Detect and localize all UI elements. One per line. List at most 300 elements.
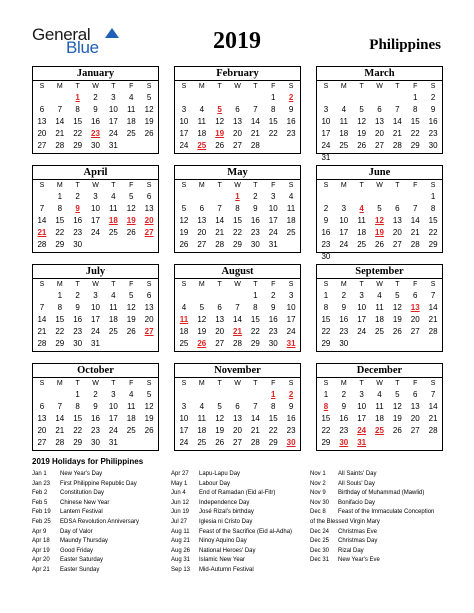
holiday-day-cell: 26 xyxy=(197,339,207,348)
holidays-title: 2019 Holidays for Philippines xyxy=(32,457,144,466)
week-row xyxy=(317,389,442,401)
holiday-name: Easter Saturday xyxy=(60,557,104,564)
holiday-day-cell: 11 xyxy=(179,315,189,324)
day-cell: 25 xyxy=(286,228,296,237)
holiday-name: All Souls' Day xyxy=(338,480,375,487)
day-cell: 28 xyxy=(55,141,65,150)
day-cell: 8 xyxy=(430,204,436,213)
day-cell xyxy=(193,191,211,203)
day-cell: 16 xyxy=(339,315,349,324)
holiday-day-cell: 19 xyxy=(375,228,384,237)
day-cell: 13 xyxy=(37,414,47,423)
day-cell xyxy=(246,449,264,461)
weekday-label: F xyxy=(271,380,276,387)
holiday-item xyxy=(171,499,292,509)
weekday-header xyxy=(33,280,158,290)
day-cell: 15 xyxy=(55,315,65,324)
holiday-name: Birthday of Muhammad (Mawlid) xyxy=(338,490,425,497)
day-cell: 30 xyxy=(73,240,83,249)
day-cell: 17 xyxy=(179,129,189,138)
weekday-label: S xyxy=(430,182,436,189)
month-july xyxy=(32,264,159,352)
holiday-name: Ninoy Aquino Day xyxy=(199,538,247,545)
week-row xyxy=(175,191,300,203)
day-cell: 9 xyxy=(288,105,294,114)
day-cell: 2 xyxy=(75,291,80,300)
day-cell xyxy=(388,350,406,362)
day-cell xyxy=(246,350,264,362)
day-cell xyxy=(353,152,371,164)
weekday-label: S xyxy=(39,83,45,90)
day-cell xyxy=(335,152,353,164)
day-cell xyxy=(264,449,282,461)
day-cell: 8 xyxy=(75,402,80,411)
weekday-label: T xyxy=(111,182,116,189)
day-cell xyxy=(229,350,247,362)
day-cell: 14 xyxy=(55,117,65,126)
holiday-item xyxy=(171,528,292,538)
holiday-date: Dec 30 xyxy=(310,547,330,554)
day-cell: 13 xyxy=(144,204,154,213)
weekday-header xyxy=(33,181,158,191)
day-cell: 26 xyxy=(179,240,189,249)
day-cell: 4 xyxy=(377,390,382,399)
week-row xyxy=(33,401,158,413)
week-row xyxy=(317,425,442,437)
day-cell: 30 xyxy=(250,240,260,249)
weekday-label: S xyxy=(39,380,45,387)
day-cell: 23 xyxy=(286,129,296,138)
holiday-date: Jan 1 xyxy=(32,471,47,477)
holiday-name: First Philippine Republic Day xyxy=(60,480,137,487)
day-cell xyxy=(175,191,193,203)
weekday-label: T xyxy=(395,83,400,90)
weekday-label: T xyxy=(359,380,364,387)
holiday-day-cell: 30 xyxy=(286,438,296,447)
day-cell xyxy=(424,251,442,263)
day-cell: 22 xyxy=(250,327,260,336)
day-cell: 7 xyxy=(57,105,63,114)
day-cell xyxy=(229,389,247,401)
day-cell xyxy=(140,239,158,251)
weekday-label: S xyxy=(323,182,329,189)
day-cell: 9 xyxy=(75,303,80,312)
holiday-name: New Year's Eve xyxy=(338,557,380,564)
day-cell xyxy=(140,350,158,362)
day-cell: 3 xyxy=(288,291,294,300)
day-cell: 28 xyxy=(215,240,225,249)
day-cell: 27 xyxy=(197,240,207,249)
holiday-date: Apr 18 xyxy=(32,538,50,545)
day-cell: 6 xyxy=(39,105,45,114)
day-cell: 16 xyxy=(268,315,278,324)
day-cell xyxy=(122,140,140,152)
weekday-label: T xyxy=(395,281,400,288)
day-cell: 3 xyxy=(341,204,347,213)
month-january xyxy=(32,66,159,154)
day-cell: 6 xyxy=(146,192,152,201)
day-cell: 11 xyxy=(197,117,206,126)
holiday-name: Maundy Thursday xyxy=(60,538,108,545)
day-cell: 28 xyxy=(250,438,260,447)
day-cell: 2 xyxy=(323,204,329,213)
day-cell: 18 xyxy=(179,327,189,336)
weekday-label: M xyxy=(198,281,205,288)
day-cell: 20 xyxy=(233,426,242,435)
week-row xyxy=(175,140,300,152)
day-cell: 15 xyxy=(73,117,83,126)
day-cell: 23 xyxy=(339,426,349,435)
day-cell: 24 xyxy=(357,327,367,336)
weekday-label: F xyxy=(271,281,276,288)
day-cell xyxy=(175,152,193,164)
week-row xyxy=(33,350,158,362)
day-cell: 20 xyxy=(144,315,154,324)
day-cell: 12 xyxy=(215,117,225,126)
week-row xyxy=(317,437,442,449)
holiday-date: Jan 23 xyxy=(32,480,51,487)
day-cell: 18 xyxy=(357,228,367,237)
holiday-item xyxy=(32,547,139,557)
day-cell: 7 xyxy=(430,390,436,399)
day-cell xyxy=(246,251,264,263)
month-title: August xyxy=(175,265,300,279)
week-row xyxy=(317,449,442,461)
week-row xyxy=(33,437,158,449)
weekday-label: W xyxy=(234,83,241,90)
day-cell: 11 xyxy=(286,204,296,213)
day-cell xyxy=(229,251,247,263)
day-cell: 7 xyxy=(57,402,63,411)
day-cell: 22 xyxy=(55,327,65,336)
day-cell: 27 xyxy=(37,141,47,150)
day-cell: 29 xyxy=(428,240,438,249)
day-cell: 18 xyxy=(126,117,136,126)
day-cell xyxy=(353,449,371,461)
holiday-date: Feb 2 xyxy=(32,490,48,497)
day-cell: 29 xyxy=(321,339,331,348)
day-cell xyxy=(33,350,51,362)
day-cell: 14 xyxy=(410,216,420,225)
holiday-item xyxy=(32,480,139,490)
day-cell xyxy=(69,251,87,263)
day-cell: 22 xyxy=(73,426,83,435)
day-cell: 26 xyxy=(375,240,384,249)
day-cell: 25 xyxy=(126,426,136,435)
holiday-item xyxy=(310,489,434,499)
weekday-label: T xyxy=(111,281,116,288)
day-cell: 9 xyxy=(430,105,436,114)
day-cell: 22 xyxy=(410,129,420,138)
day-cell: 25 xyxy=(126,129,136,138)
day-cell: 30 xyxy=(339,339,349,348)
day-cell: 9 xyxy=(323,216,329,225)
day-cell xyxy=(51,152,69,164)
day-cell: 19 xyxy=(144,117,154,126)
day-cell: 1 xyxy=(271,93,276,102)
day-cell: 24 xyxy=(339,240,349,249)
day-cell xyxy=(353,191,371,203)
holiday-name: Iglesia ni Cristo Day xyxy=(199,518,253,525)
weekday-label: S xyxy=(288,83,294,90)
day-cell: 10 xyxy=(357,402,367,411)
day-cell: 9 xyxy=(253,204,258,213)
weekday-label: T xyxy=(75,380,80,387)
day-cell xyxy=(51,350,69,362)
day-cell xyxy=(104,251,122,263)
weekday-label: W xyxy=(234,182,241,189)
day-cell: 4 xyxy=(129,93,134,102)
day-cell: 30 xyxy=(321,252,331,261)
day-cell: 8 xyxy=(323,303,329,312)
month-april xyxy=(32,165,159,253)
holiday-item xyxy=(310,556,434,566)
month-title: June xyxy=(317,166,442,180)
weekday-header xyxy=(33,379,158,389)
week-row xyxy=(317,203,442,215)
weekday-label: T xyxy=(75,83,80,90)
day-cell xyxy=(335,251,353,263)
holiday-day-cell: 27 xyxy=(144,327,154,336)
holiday-item xyxy=(310,537,434,547)
day-cell: 4 xyxy=(341,105,347,114)
day-cell: 28 xyxy=(233,339,242,348)
day-cell: 21 xyxy=(215,228,225,237)
day-cell xyxy=(211,389,229,401)
day-cell xyxy=(406,338,424,350)
weekday-label: T xyxy=(75,182,80,189)
day-cell: 17 xyxy=(339,228,349,237)
day-cell: 29 xyxy=(250,339,260,348)
day-cell: 10 xyxy=(321,117,331,126)
day-cell: 10 xyxy=(108,105,118,114)
week-row xyxy=(33,92,158,104)
holiday-day-cell: 30 xyxy=(339,438,349,447)
holiday-date: Feb 5 xyxy=(32,499,48,506)
holiday-day-cell: 9 xyxy=(75,204,80,213)
holiday-item xyxy=(32,518,139,528)
weekday-header xyxy=(175,280,300,290)
day-cell: 16 xyxy=(428,117,438,126)
day-cell: 3 xyxy=(93,291,98,300)
holiday-item xyxy=(32,556,139,566)
holiday-item xyxy=(171,480,292,490)
holiday-day-cell: 31 xyxy=(357,438,367,447)
day-cell xyxy=(229,152,247,164)
day-cell xyxy=(122,350,140,362)
week-row xyxy=(175,203,300,215)
day-cell: 12 xyxy=(126,303,136,312)
day-cell: 12 xyxy=(392,402,402,411)
day-cell: 21 xyxy=(37,327,47,336)
day-cell: 16 xyxy=(250,216,260,225)
holiday-day-cell: 4 xyxy=(359,204,364,213)
day-cell: 15 xyxy=(321,414,331,423)
day-cell xyxy=(211,251,229,263)
holiday-name: Chinese New Year xyxy=(60,499,110,506)
holiday-day-cell: 18 xyxy=(108,216,118,225)
day-cell: 7 xyxy=(253,105,258,114)
day-cell: 21 xyxy=(428,414,438,423)
week-row xyxy=(317,92,442,104)
day-cell: 4 xyxy=(377,291,382,300)
day-cell xyxy=(33,290,51,302)
day-cell: 7 xyxy=(395,105,400,114)
week-row xyxy=(33,425,158,437)
day-cell: 17 xyxy=(108,414,118,423)
day-cell xyxy=(246,152,264,164)
day-cell xyxy=(193,290,211,302)
day-cell: 25 xyxy=(339,141,349,150)
week-row xyxy=(175,437,300,449)
day-cell: 17 xyxy=(91,216,100,225)
day-cell xyxy=(193,251,211,263)
day-cell xyxy=(371,338,389,350)
day-cell: 14 xyxy=(250,414,260,423)
week-row xyxy=(33,227,158,239)
day-cell: 11 xyxy=(375,402,384,411)
day-cell: 23 xyxy=(268,327,278,336)
weekday-label: F xyxy=(413,182,418,189)
weekday-label: S xyxy=(430,281,436,288)
day-cell: 7 xyxy=(413,204,418,213)
day-cell xyxy=(122,152,140,164)
day-cell: 10 xyxy=(108,402,118,411)
weekday-label: S xyxy=(181,281,187,288)
day-cell: 3 xyxy=(271,192,276,201)
day-cell: 31 xyxy=(321,153,331,162)
day-cell: 24 xyxy=(286,327,296,336)
day-cell: 31 xyxy=(91,339,100,348)
day-cell xyxy=(246,389,264,401)
day-cell xyxy=(388,338,406,350)
day-cell xyxy=(353,251,371,263)
page-header xyxy=(0,0,474,62)
weekday-header xyxy=(175,181,300,191)
weekday-header xyxy=(317,280,442,290)
weekday-label: T xyxy=(111,380,116,387)
day-cell xyxy=(282,239,300,251)
day-cell xyxy=(175,350,193,362)
holiday-day-cell: 12 xyxy=(375,216,384,225)
day-cell xyxy=(406,449,424,461)
weekday-label: S xyxy=(430,380,436,387)
day-cell: 20 xyxy=(215,327,225,336)
day-cell: 21 xyxy=(55,426,65,435)
day-cell xyxy=(104,338,122,350)
day-cell: 20 xyxy=(410,315,420,324)
day-cell: 13 xyxy=(144,303,154,312)
weekday-label: S xyxy=(181,380,187,387)
day-cell: 13 xyxy=(410,402,420,411)
week-row xyxy=(317,191,442,203)
weekday-label: W xyxy=(92,83,99,90)
weekday-label: T xyxy=(359,182,364,189)
day-cell xyxy=(211,191,229,203)
day-cell xyxy=(264,140,282,152)
day-cell: 3 xyxy=(359,390,364,399)
week-row xyxy=(33,128,158,140)
holiday-day-cell: 8 xyxy=(323,402,329,411)
day-cell xyxy=(424,437,442,449)
day-cell: 16 xyxy=(339,414,349,423)
day-cell: 29 xyxy=(73,141,83,150)
holiday-day-cell: 23 xyxy=(91,129,100,138)
day-cell xyxy=(264,152,282,164)
day-cell: 14 xyxy=(37,315,47,324)
day-cell: 5 xyxy=(129,291,134,300)
day-cell: 16 xyxy=(286,414,296,423)
day-cell xyxy=(211,449,229,461)
day-cell: 21 xyxy=(250,426,260,435)
day-cell xyxy=(424,338,442,350)
holiday-date: May 1 xyxy=(171,480,188,487)
weekday-label: S xyxy=(323,83,329,90)
week-row xyxy=(33,116,158,128)
day-cell: 13 xyxy=(197,216,207,225)
holiday-name: End of Ramadan (Eid al-Fitr) xyxy=(199,490,276,497)
day-cell: 27 xyxy=(37,438,47,447)
day-cell: 19 xyxy=(144,414,154,423)
day-cell xyxy=(229,92,247,104)
day-cell: 14 xyxy=(250,117,260,126)
holiday-day-cell: 13 xyxy=(410,303,420,312)
day-cell xyxy=(388,437,406,449)
month-october xyxy=(32,363,159,451)
day-cell: 7 xyxy=(39,303,45,312)
weekday-label: T xyxy=(217,182,222,189)
day-cell: 11 xyxy=(197,414,206,423)
day-cell: 31 xyxy=(268,240,278,249)
holiday-name: Feast of the Sacrifice (Eid al-Adha) xyxy=(199,528,293,535)
holiday-date: Dec 8 xyxy=(310,509,326,516)
country-name: Philippines xyxy=(369,37,441,53)
day-cell: 15 xyxy=(73,414,83,423)
day-cell: 14 xyxy=(215,216,225,225)
weekday-label: F xyxy=(413,281,418,288)
day-cell xyxy=(264,251,282,263)
day-cell: 26 xyxy=(144,129,154,138)
day-cell: 10 xyxy=(357,303,367,312)
day-cell: 17 xyxy=(357,315,367,324)
day-cell: 9 xyxy=(288,402,294,411)
day-cell: 2 xyxy=(93,93,98,102)
week-row xyxy=(317,128,442,140)
day-cell: 23 xyxy=(73,327,83,336)
day-cell: 24 xyxy=(108,426,118,435)
week-row xyxy=(33,215,158,227)
day-cell: 7 xyxy=(235,303,240,312)
week-row xyxy=(175,128,300,140)
day-cell: 1 xyxy=(253,291,258,300)
day-cell: 8 xyxy=(57,303,63,312)
holiday-name: Lapu-Lapu Day xyxy=(199,471,241,477)
day-cell xyxy=(104,239,122,251)
day-cell: 12 xyxy=(392,303,402,312)
day-cell: 3 xyxy=(111,390,116,399)
day-cell: 27 xyxy=(233,141,242,150)
week-row xyxy=(175,92,300,104)
day-cell: 20 xyxy=(410,414,420,423)
day-cell xyxy=(371,437,389,449)
week-row xyxy=(317,338,442,350)
day-cell: 26 xyxy=(392,327,402,336)
day-cell: 10 xyxy=(286,303,296,312)
weekday-label: S xyxy=(146,83,152,90)
day-cell xyxy=(33,152,51,164)
day-cell: 5 xyxy=(395,291,400,300)
day-cell: 4 xyxy=(199,402,205,411)
